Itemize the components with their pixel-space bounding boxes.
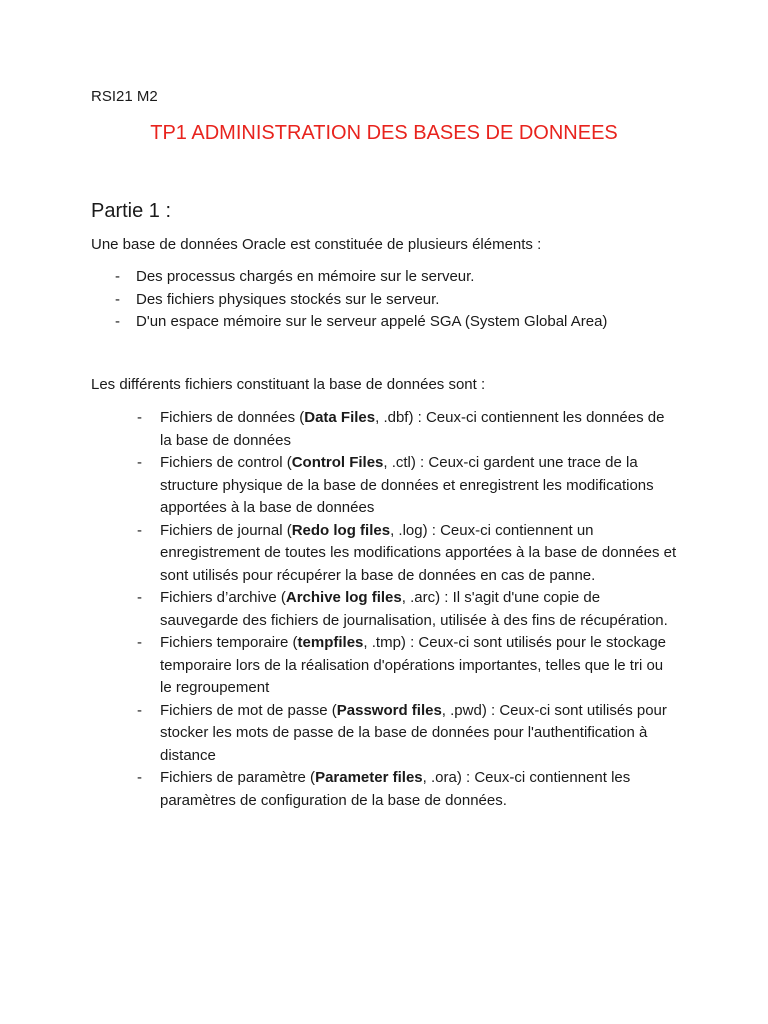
bullet-dash: - [137,454,142,471]
file-text-post: , .pwd) : Ceux-ci sont utilisés pour stocker les mots de passe de la base de données pour l'authentification à distance [160,701,667,764]
elements-intro: Une base de données Oracle est constituée de plusieurs éléments : [91,236,542,253]
file-text-post: , .arc) : Il s'agit d'une copie de sauvegarde des fichiers de journalisation, utilisée à des fins de récupération. [160,589,668,629]
document-title: TP1 ADMINISTRATION DES BASES DE DONNEES [150,122,618,144]
file-text-post: , .dbf) : Ceux-ci contiennent les données de la base de données [160,409,665,449]
list-item [137,407,677,452]
file-type-name: Parameter files [315,769,423,786]
elements-list [91,266,607,334]
file-type-name: Password files [336,701,442,719]
file-text-pre: Fichiers temporaire ( [160,634,298,651]
bullet-dash: - [137,769,142,786]
file-text-pre: Fichiers de journal ( [160,521,292,539]
list-item [137,700,677,768]
course-code: RSI21 M2 [91,88,158,105]
file-text-post: , .ora) : Ceux-ci contiennent les paramètres de configuration de la base de données. [160,769,631,809]
list-item [91,289,607,312]
list-item [137,632,677,700]
bullet-dash: - [137,409,142,426]
file-type-name: Data Files [304,409,376,426]
list-item [137,767,677,812]
list-item-text: Des fichiers physiques stockés sur le serveur. [136,290,440,308]
bullet-dash: - [137,634,142,651]
file-type-name: tempfiles [297,634,364,651]
file-type-name: Control Files [291,454,384,471]
bullet-dash: - [137,589,142,606]
bullet-dash: - [115,268,120,285]
file-text-post: , .log) : Ceux-ci contiennent un enregistrement de toutes les modifications apportées à la base de données et sont utilisés pour récupérer la base de données en cas de panne. [160,521,677,584]
bullet-dash: - [115,313,120,330]
file-type-name: Redo log files [291,521,391,539]
list-item [137,587,677,632]
list-item-text: Des processus chargés en mémoire sur le serveur. [136,268,475,285]
part-heading: Partie 1 : [91,200,172,222]
list-item [91,266,607,289]
file-type-name: Archive log files [285,589,402,606]
list-item [91,311,607,334]
files-intro: Les différents fichiers constituant la base de données sont : [91,376,486,393]
bullet-dash: - [137,521,142,539]
bullet-dash: - [137,701,142,719]
file-text-post: , .tmp) : Ceux-ci sont utilisés pour le stockage temporaire lors de la réalisation d'opérations importantes, telles que le tri ou le regroupement [160,634,667,696]
list-item-text: D'un espace mémoire sur le serveur appelé SGA (System Global Area) [136,313,608,330]
file-text-pre: Fichiers d’archive ( [160,589,286,606]
list-item [137,452,677,520]
bullet-dash: - [115,290,120,308]
file-text-pre: Fichiers de données ( [160,409,305,426]
file-text-pre: Fichiers de mot de passe ( [160,701,337,719]
list-item [137,520,677,588]
file-text-pre: Fichiers de control ( [160,454,292,471]
file-text-pre: Fichiers de paramètre ( [160,769,316,786]
file-text-post: , .ctl) : Ceux-ci gardent une trace de la structure physique de la base de données et enregistrent les modifications apportées à la base de données [160,454,654,516]
files-list [137,407,677,812]
